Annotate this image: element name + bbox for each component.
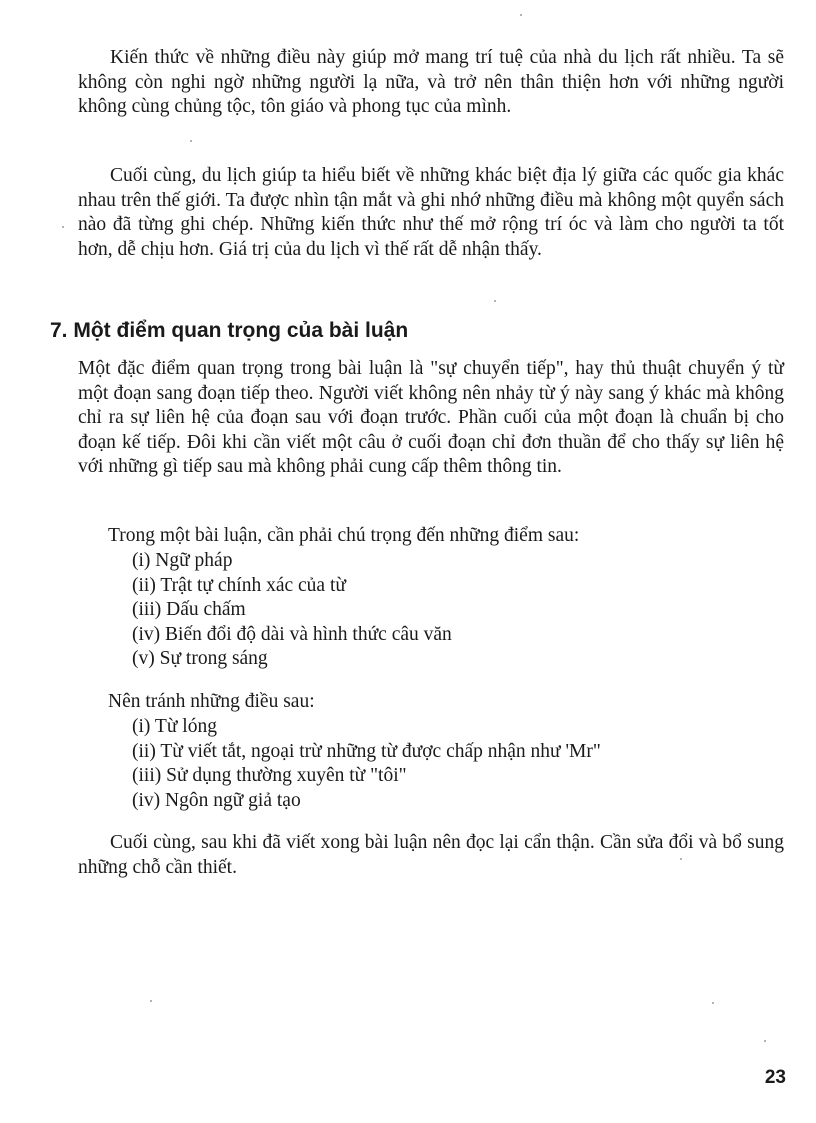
scan-speck [190,140,192,142]
avoid-list [132,715,792,813]
list-item: (v) Sự trong sáng [132,648,268,669]
list-item: (ii) Trật tự chính xác của từ [132,574,346,596]
list-item: (ii) Từ viết tắt, ngoại trừ những từ được chấp nhận như 'Mr" [132,740,601,762]
avoid-list-intro: Nên tránh những điều sau: [108,691,315,712]
paragraph-travel-value: Cuối cùng, du lịch giúp ta hiểu biết về những khác biệt địa lý giữa các quốc gia khác nhau trên thế giới. Ta được nhìn tận mắt và ghi nhớ những điều mà không một quyển sách nào đã từng ghi chép. Những kiến thức như thế mở rộng trí óc và làm cho người ta tốt hơn, dễ chịu hơn. Giá trị của du lịch vì thế rất dễ nhận thấy. [78,165,784,260]
page-number: 23 [764,1067,786,1088]
list-item: (i) Ngữ pháp [132,550,233,571]
scan-speck [62,226,64,228]
paragraph-closing: Cuối cùng, sau khi đã viết xong bài luận nên đọc lại cẩn thận. Cần sửa đổi và bổ sung những chỗ cần thiết. [78,832,784,878]
paragraph-knowledge: Kiến thức về những điều này giúp mở mang trí tuệ của nhà du lịch rất nhiều. Ta sẽ không còn nghi ngờ những người lạ nữa, và trở nên thân thiện hơn với những người không cùng chủng tộc, tôn giáo và phong tục của mình. [78,47,784,117]
scan-speck [712,1002,714,1004]
scan-speck [764,1040,766,1042]
scan-speck [494,300,496,302]
list-item: (iv) Ngôn ngữ giả tạo [132,789,301,811]
scan-speck [680,858,682,860]
list-item: (iii) Sử dụng thường xuyên từ "tôi" [132,765,407,786]
section-heading: 7. Một điểm quan trọng của bài luận [50,319,409,342]
scan-speck [150,1000,152,1002]
list-item: (iv) Biến đổi độ dài và hình thức câu văn [132,623,452,645]
paragraph-transition: Một đặc điểm quan trọng trong bài luận là "sự chuyển tiếp", hay thủ thuật chuyển ý từ một đoạn sang đoạn tiếp theo. Người viết không nên nhảy từ ý này sang ý khác mà không chỉ ra sự liên hệ của đoạn sau với đoạn trước. Phần cuối của một đoạn là chuẩn bị cho đoạn kế tiếp. Đôi khi cần viết một câu ở cuối đoạn chỉ đơn thuần để cho thấy sự liên hệ với những gì tiếp sau mà không phải cung cấp thêm thông tin. [78,358,784,477]
scan-speck [520,14,522,16]
focus-list-intro: Trong một bài luận, cần phải chú trọng đến những điểm sau: [108,525,580,546]
list-item: (i) Từ lóng [132,716,217,737]
list-item: (iii) Dấu chấm [132,599,246,620]
focus-list [132,549,792,672]
